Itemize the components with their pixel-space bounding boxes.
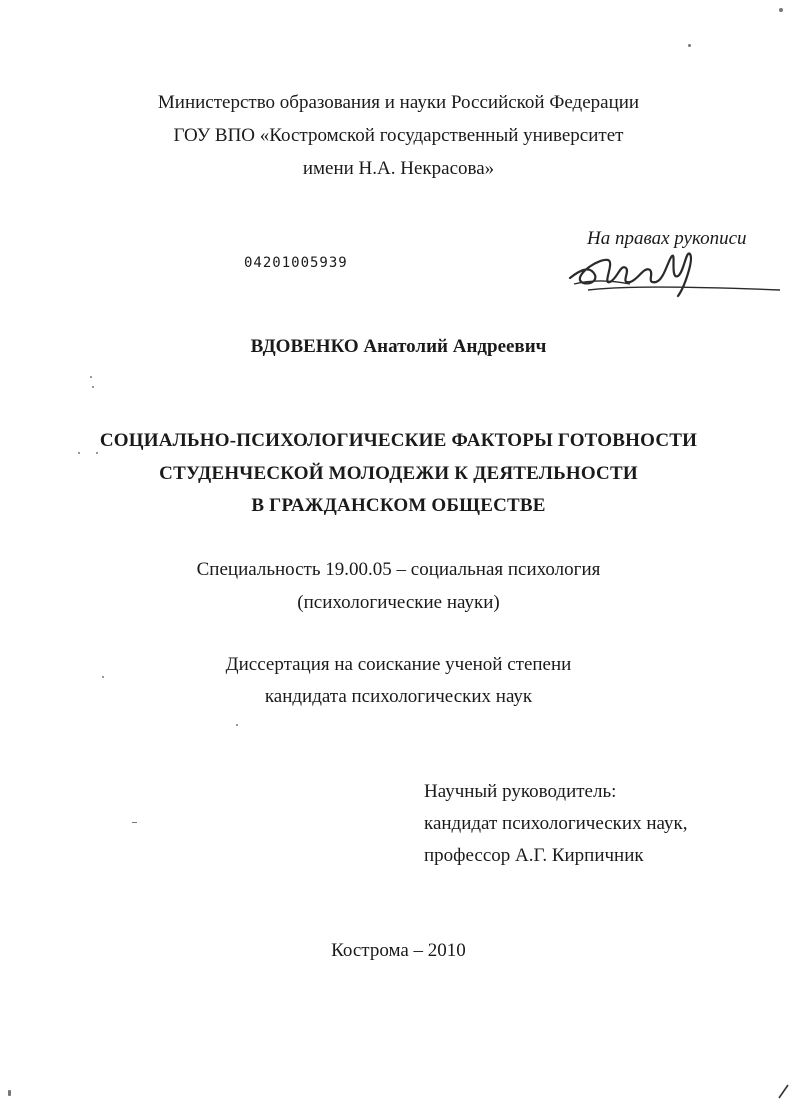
university-line: ГОУ ВПО «Костромской государственный университет [173,125,624,146]
degree-line-1: Диссертация на соискание ученой степени [225,654,572,675]
title-line-1: СОЦИАЛЬНО-ПСИХОЛОГИЧЕСКИЕ ФАКТОРЫ ГОТОВНОСТИ [99,430,698,451]
scan-speck [779,8,783,12]
specialty-line: Специальность 19.00.05 – социальная психология [196,559,601,580]
supervisor-label: Научный руководитель: [424,781,617,802]
title-line-2: СТУДЕНЧЕСКОЙ МОЛОДЕЖИ К ДЕЯТЕЛЬНОСТИ [159,463,638,484]
scan-speck [90,376,92,378]
supervisor-degree: кандидат психологических наук, [424,813,688,834]
named-after-line: имени Н.А. Некрасова» [302,158,495,179]
scan-speck [92,386,94,388]
specialty-science: (психологические науки) [297,592,500,613]
degree-line-2: кандидата психологических наук [264,686,533,707]
library-code: 04201005939 [244,255,348,271]
ministry-line: Министерство образования и науки Российской Федерации [157,92,640,113]
scan-speck [688,44,691,47]
author-surname: ВДОВЕНКО [250,336,359,357]
place-year: Кострома – 2010 [331,940,466,961]
manuscript-note: На правах рукописи [587,228,747,249]
author-line [0,336,797,358]
author-given-names: Анатолий Андреевич [363,336,547,357]
scan-speck [78,452,80,454]
scan-speck [8,1090,11,1096]
scan-speck [236,724,238,726]
supervisor-name: профессор А.Г. Кирпичник [424,845,644,866]
scan-speck [132,822,137,823]
title-line-3: В ГРАЖДАНСКОМ ОБЩЕСТВЕ [251,495,546,516]
signature-icon [560,240,790,310]
scan-speck [102,676,104,678]
scan-mark-icon [776,1082,792,1100]
scan-speck [96,452,98,454]
